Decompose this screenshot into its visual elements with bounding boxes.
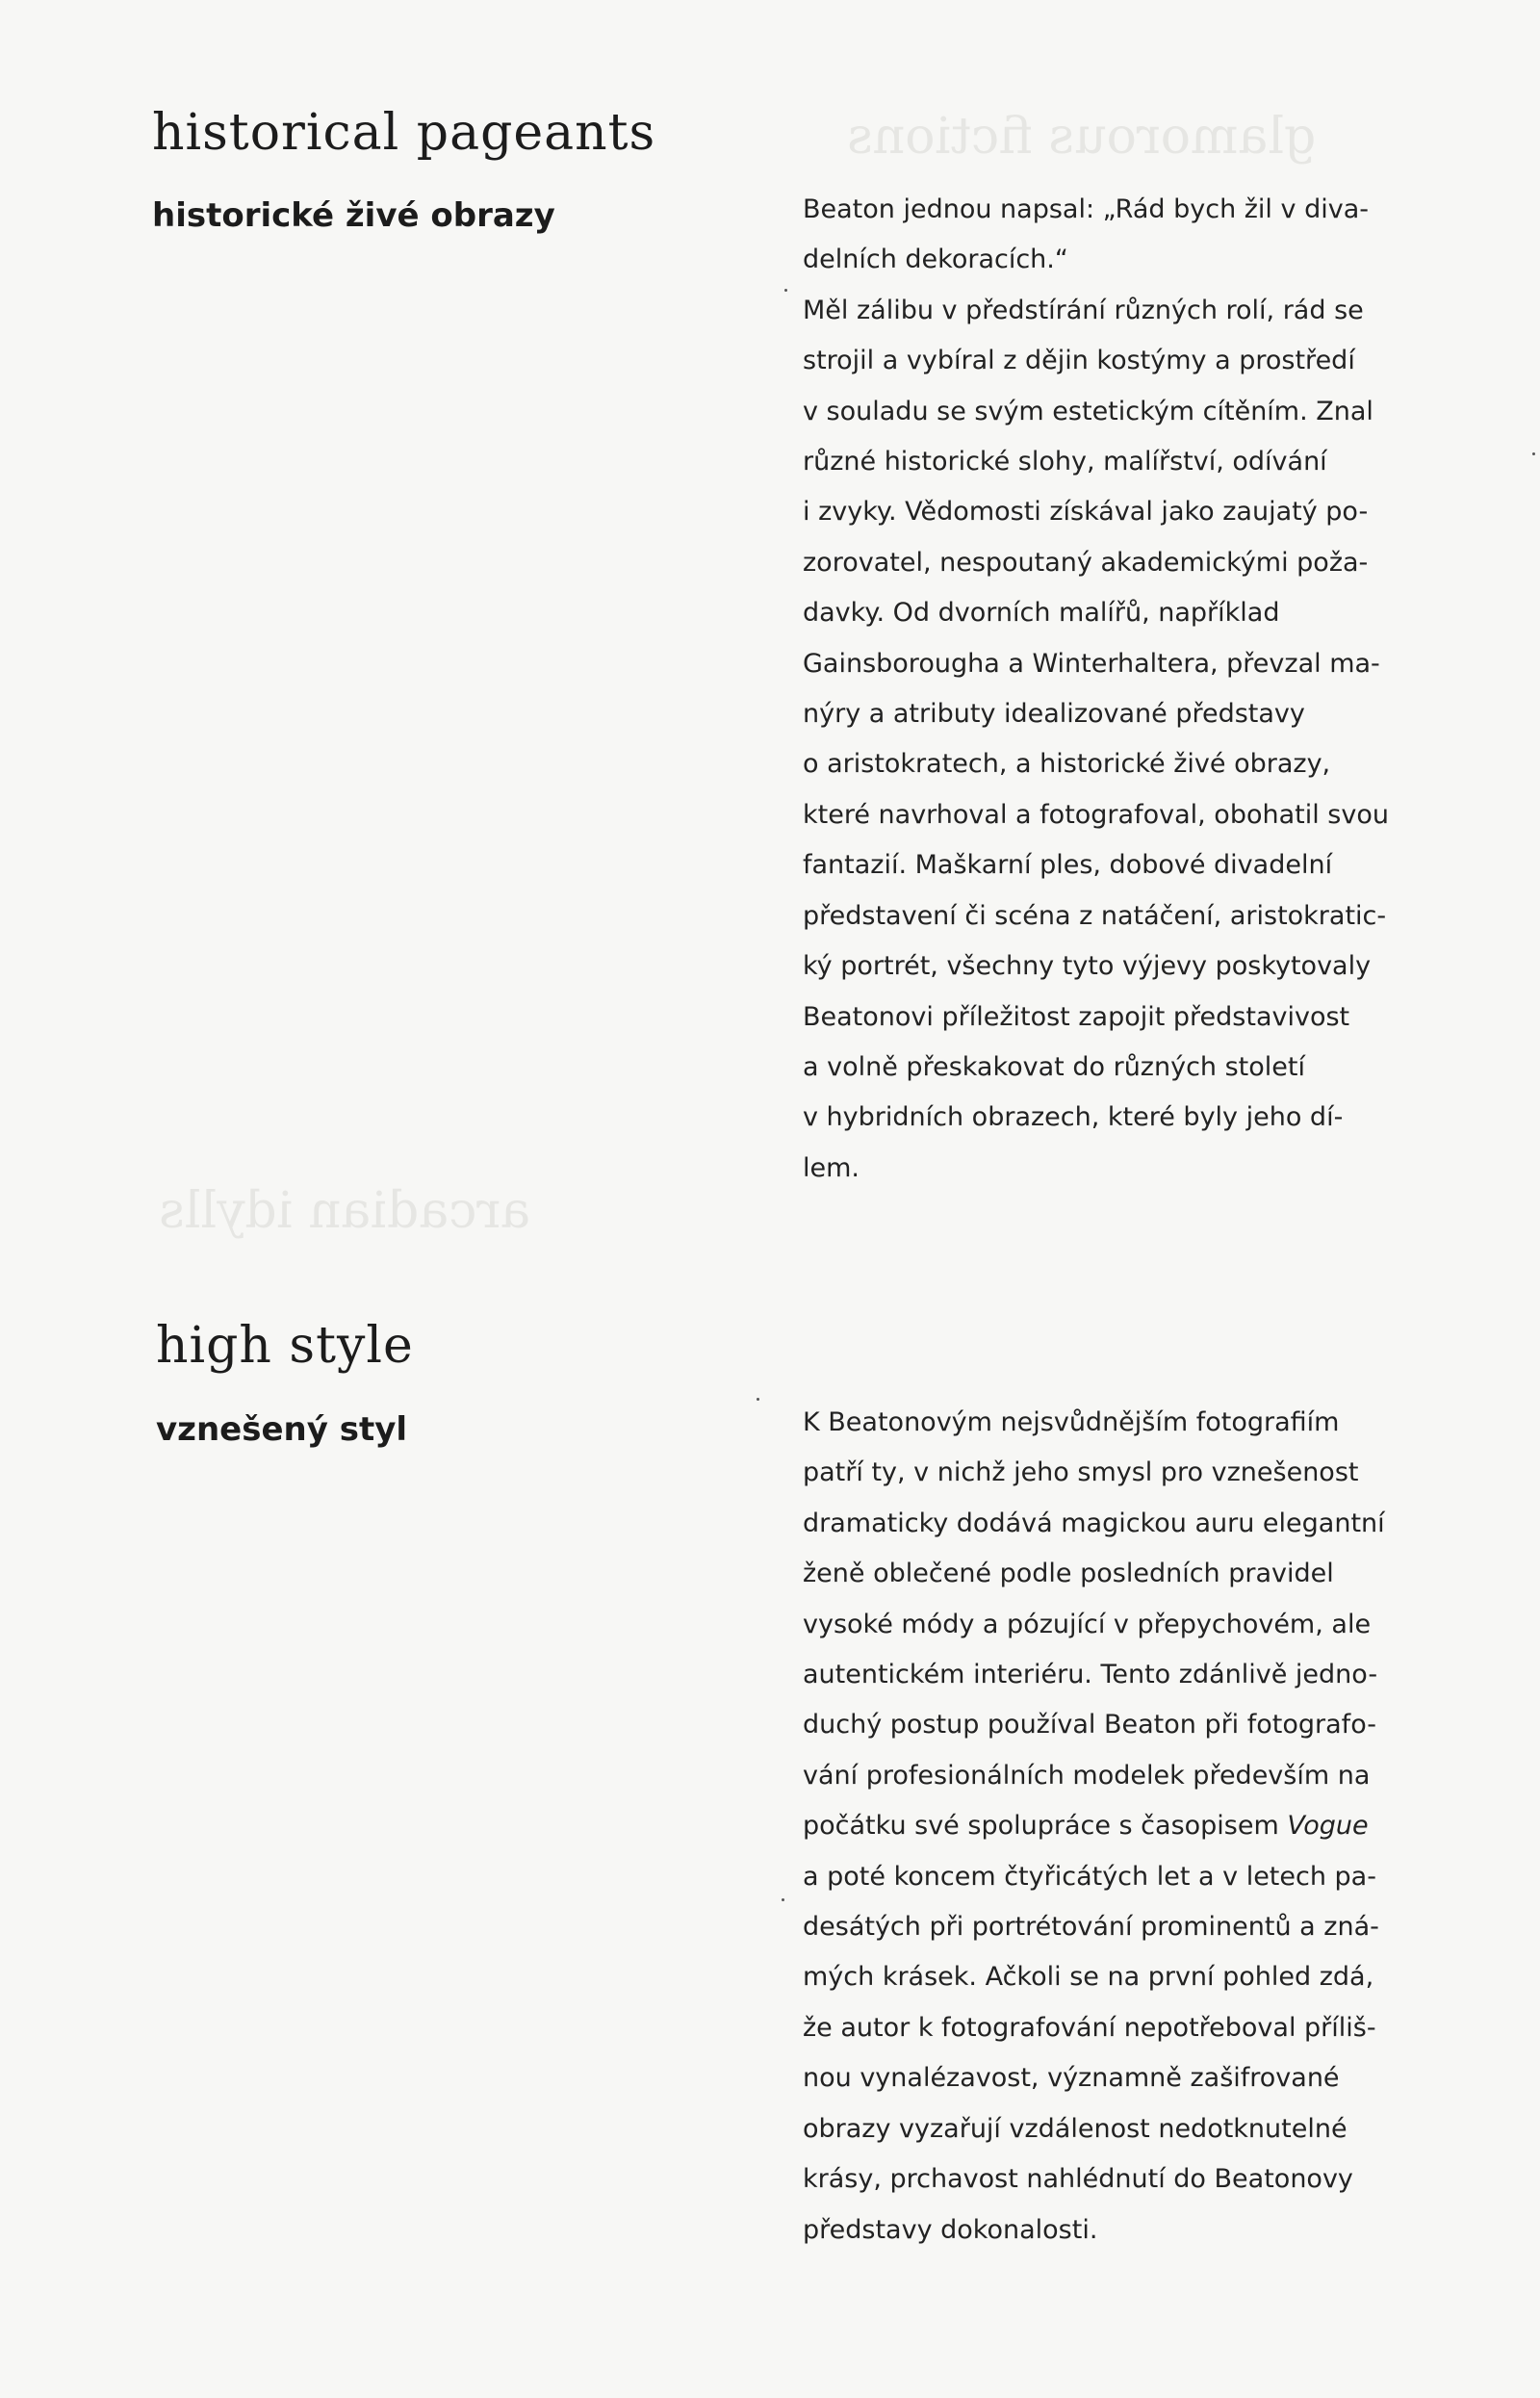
historical-pageants-paragraph xyxy=(803,185,1399,1194)
text-line: o aristokratech, a historické živé obrazy, xyxy=(803,749,1331,780)
text-line-with-magazine-title xyxy=(803,1801,1399,1851)
text-line: a volně přeskakovat do různých století xyxy=(803,1051,1305,1082)
section-title-high-style: high style xyxy=(156,1317,414,1375)
text-line: představy dokonalosti. xyxy=(803,2214,1098,2245)
text-line: davky. Od dvorních malířů, například xyxy=(803,598,1280,629)
text-line: v hybridních obrazech, které byly jeho dí- xyxy=(803,1102,1344,1133)
text-line: fantazií. Maškarní ples, dobové divadelní xyxy=(803,850,1333,881)
text-line: Beaton jednou napsal: „Rád bych žil v diva- xyxy=(803,194,1369,224)
text-line: které navrhoval a fotografoval, obohatil svou xyxy=(803,799,1389,830)
text-line: Měl zálibu v předstírání různých rolí, rád se xyxy=(803,295,1364,325)
text-line: K Beatonovým nejsvůdnějším fotografiím xyxy=(803,1407,1340,1437)
text-line: zorovatel, nespoutaný akademickými poža- xyxy=(803,547,1369,578)
text-line: i zvyky. Vědomosti získával jako zaujatý po- xyxy=(803,497,1369,528)
text-line: vání profesionálních modelek především na xyxy=(803,1760,1371,1791)
text-line: ký portrét, všechny tyto výjevy poskytovaly xyxy=(803,951,1372,982)
print-mark xyxy=(782,1898,784,1901)
text-line: v souladu se svým estetickým cítěním. Znal xyxy=(803,396,1373,426)
text-line: dramaticky dodává magickou auru elegantní xyxy=(803,1508,1385,1538)
text-line: nou vynalézavost, významně zašifrované xyxy=(803,2063,1340,2094)
section-subtitle-high-style: vznešený styl xyxy=(156,1410,408,1449)
text-line: ženě oblečené podle posledních pravidel xyxy=(803,1559,1334,1589)
show-through-heading-mid: arcadian idylls xyxy=(159,1182,531,1240)
print-mark xyxy=(757,1398,759,1401)
text-line: desátých při portrétování prominentů a zná- xyxy=(803,1912,1379,1943)
text-line: vysoké módy a pózující v přepychovém, ale xyxy=(803,1609,1372,1639)
text-line: duchý postup používal Beaton při fotografo- xyxy=(803,1710,1376,1740)
text-line: Beatonovi příležitost zapojit představivost xyxy=(803,1001,1350,1032)
text-line: představení či scéna z natáčení, aristokratic- xyxy=(803,900,1387,931)
text-line: lem. xyxy=(803,1152,860,1183)
text-line: autentickém interiéru. Tento zdánlivě jedno- xyxy=(803,1660,1378,1690)
section-title-historical-pageants: historical pageants xyxy=(152,104,656,162)
text-line: strojil a vybíral z dějin kostýmy a prostředí xyxy=(803,346,1355,376)
text-line: obrazy vyzařují vzdálenost nedotknutelné xyxy=(803,2113,1348,2144)
print-mark xyxy=(784,289,787,292)
text-line: nýry a atributy idealizované představy xyxy=(803,699,1305,730)
high-style-paragraph xyxy=(803,1398,1399,2256)
section-subtitle-historical-pageants: historické živé obrazy xyxy=(152,196,555,235)
text-line: že autor k fotografování nepotřeboval příliš- xyxy=(803,2012,1376,2043)
text-line: Gainsborougha a Winterhaltera, převzal ma- xyxy=(803,648,1380,679)
text-line: různé historické slohy, malířství, odívání xyxy=(803,447,1327,477)
text-line: a poté koncem čtyřicátých let a v letech pa- xyxy=(803,1861,1376,1892)
show-through-heading-top: glamorous fictions xyxy=(847,108,1317,166)
text-line: patří ty, v nichž jeho smysl pro vznešenost xyxy=(803,1457,1359,1488)
magazine-title-vogue: Vogue xyxy=(1287,1811,1369,1842)
text-line: delních dekoracích.“ xyxy=(803,245,1068,275)
text-line: krásy, prchavost nahlédnutí do Beatonovy xyxy=(803,2164,1353,2195)
text-line-prefix: počátku své spolupráce s časopisem xyxy=(803,1811,1288,1842)
text-line: mých krásek. Ačkoli se na první pohled zdá, xyxy=(803,1962,1374,1993)
print-mark xyxy=(1532,452,1535,455)
